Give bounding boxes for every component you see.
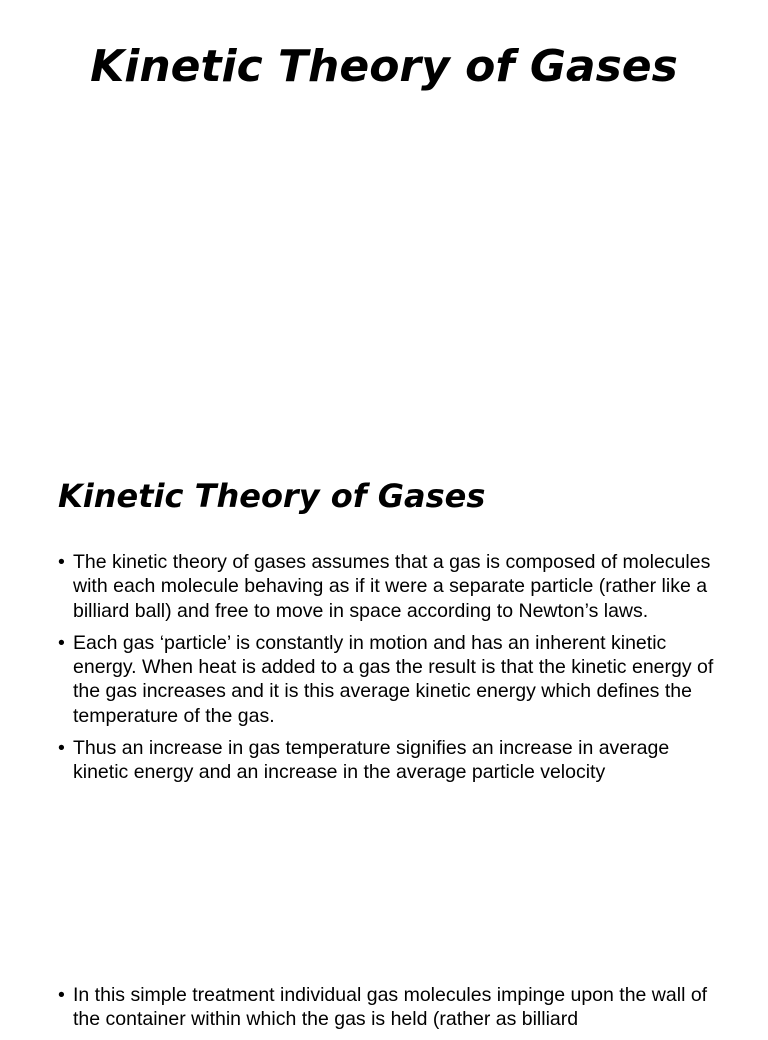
slide-title: Kinetic Theory of Gases [90,41,678,92]
bullet-icon: • [58,737,65,760]
bullet-item [58,983,718,1032]
bullet-text: In this simple treatment individual gas molecules impinge upon the wall of the container within which the gas is held (rather as billiard [73,984,708,1031]
bullet-icon: • [58,631,65,654]
bullet-item [58,550,718,623]
bullet-icon: • [58,551,65,573]
bullet-list-continued [58,983,718,1040]
bullet-item [58,631,718,728]
bullet-text: Thus an increase in gas temperature signifies an increase in average kinetic energy and an increase in the average particle velocity [73,737,670,784]
bullet-text: Each gas ‘particle’ is constantly in motion and has an inherent kinetic energy. When heat is added to a gas the result is that the kinetic energy of the gas increases and it is this average kinetic energy which defines the temperature of the gas. [73,631,714,727]
bullet-text: The kinetic theory of gases assumes that a gas is composed of molecules with each molecule behaving as if it were a separate particle (rather like a billiard ball) and free to move in space according to Newton’s laws. [73,551,711,622]
section-heading: Kinetic Theory of Gases [58,477,486,515]
bullet-icon: • [58,984,65,1006]
bullet-item [58,736,718,785]
bullet-list [58,550,718,793]
